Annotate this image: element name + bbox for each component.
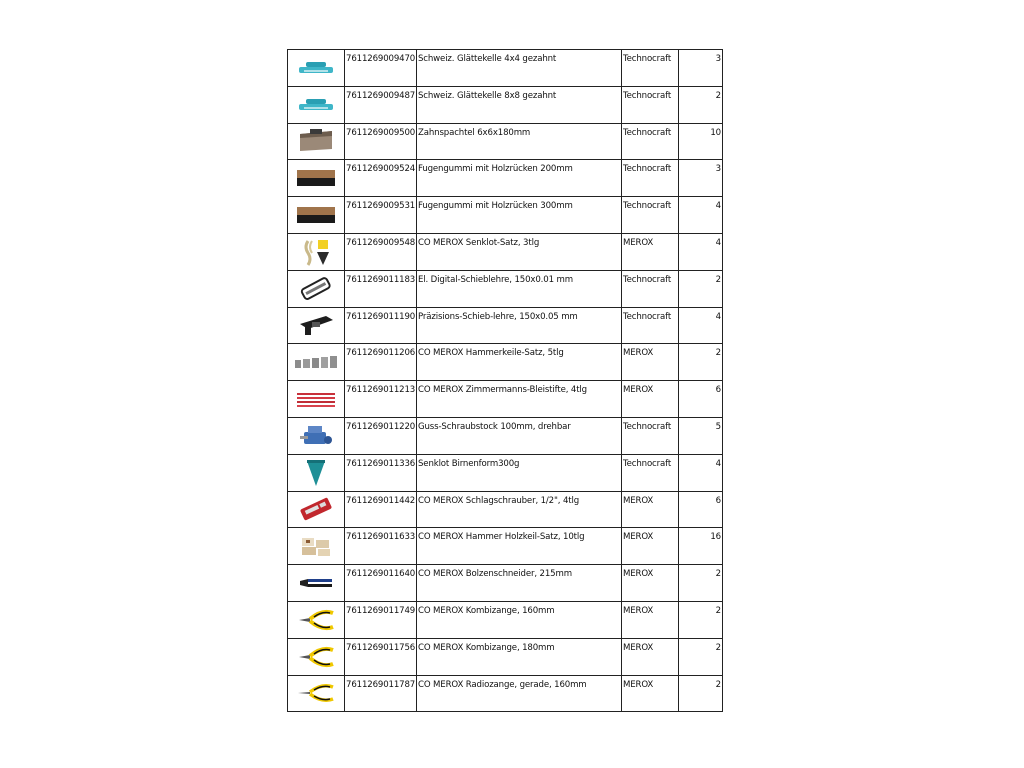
description-cell [417, 123, 622, 160]
table-row [288, 528, 723, 565]
digital-caliper-icon [299, 275, 333, 303]
brand-text: Technocraft [623, 421, 672, 432]
ean-cell [345, 344, 417, 381]
quantity-cell [679, 197, 723, 234]
table-row [288, 197, 723, 234]
ean-cell [345, 50, 417, 87]
ean-text: 7611269009487 [346, 90, 416, 101]
description-text: CO MEROX Kombizange, 160mm [418, 605, 555, 616]
quantity-cell [679, 565, 723, 602]
brand-text: Technocraft [623, 311, 672, 322]
description-text: CO MEROX Hammerkeile-Satz, 5tlg [418, 348, 564, 359]
description-cell [417, 638, 622, 675]
quantity-text: 5 [715, 421, 721, 432]
ean-text: 7611269011640 [346, 569, 416, 580]
brand-cell [622, 86, 679, 123]
description-text: CO MEROX Hammer Holzkeil-Satz, 10tlg [418, 532, 585, 543]
ean-text: 7611269011183 [346, 274, 416, 285]
brand-cell [622, 675, 679, 712]
product-image-cell [288, 601, 345, 638]
brand-cell [622, 197, 679, 234]
quantity-text: 3 [715, 54, 721, 64]
product-image-cell [288, 50, 345, 87]
brand-cell [622, 454, 679, 491]
quantity-cell [679, 344, 723, 381]
product-list-body [288, 50, 723, 712]
description-text: El. Digital-Schieblehre, 150x0.01 mm [418, 274, 573, 285]
quantity-cell [679, 123, 723, 160]
ean-cell [345, 454, 417, 491]
brand-cell [622, 307, 679, 344]
description-text: Schweiz. Glättekelle 8x8 gezahnt [418, 90, 557, 101]
product-image-cell [288, 565, 345, 602]
brand-text: Technocraft [623, 164, 672, 175]
product-image-cell [288, 233, 345, 270]
product-image-cell [288, 197, 345, 234]
quantity-text: 6 [715, 385, 721, 396]
table-row [288, 638, 723, 675]
quantity-text: 4 [715, 458, 721, 469]
ean-cell [345, 675, 417, 712]
ean-text: 7611269011633 [346, 532, 416, 543]
quantity-cell [679, 270, 723, 307]
ean-cell [345, 601, 417, 638]
brand-text: MEROX [623, 237, 654, 248]
quantity-cell [679, 307, 723, 344]
description-text: CO MEROX Bolzenschneider, 215mm [418, 569, 572, 580]
table-row [288, 270, 723, 307]
brand-cell [622, 417, 679, 454]
table-row [288, 160, 723, 197]
quantity-text: 2 [715, 569, 721, 580]
table-row [288, 233, 723, 270]
description-cell [417, 601, 622, 638]
wooden-wedges-icon [298, 534, 334, 558]
brand-cell [622, 233, 679, 270]
notched-spatula-icon [296, 128, 336, 154]
description-text: Präzisions-Schieb-lehre, 150x0.05 mm [418, 311, 578, 322]
ean-cell [345, 160, 417, 197]
quantity-text: 2 [715, 605, 721, 616]
hammer-wedges-icon [294, 354, 338, 370]
ean-cell [345, 491, 417, 528]
brand-cell [622, 491, 679, 528]
quantity-cell [679, 50, 723, 87]
description-cell [417, 307, 622, 344]
ean-text: 7611269011787 [346, 679, 416, 690]
product-image-cell [288, 675, 345, 712]
brand-cell [622, 123, 679, 160]
ean-text: 7611269009531 [346, 201, 416, 212]
description-cell [417, 675, 622, 712]
precision-caliper-icon [296, 312, 336, 338]
brand-text: MEROX [623, 679, 654, 690]
ean-text: 7611269011213 [346, 385, 416, 396]
brand-text: MEROX [623, 495, 654, 506]
description-cell [417, 197, 622, 234]
brand-cell [622, 160, 679, 197]
rubber-float-icon [295, 167, 337, 189]
bench-vise-icon [298, 422, 334, 450]
quantity-cell [679, 417, 723, 454]
product-image-cell [288, 344, 345, 381]
pliers-icon [296, 644, 336, 670]
ean-text: 7611269009470 [346, 54, 416, 64]
quantity-cell [679, 601, 723, 638]
ean-text: 7611269009548 [346, 237, 416, 248]
brand-text: MEROX [623, 348, 654, 359]
ean-cell [345, 123, 417, 160]
description-cell [417, 417, 622, 454]
pear-plumb-bob-icon [302, 458, 330, 488]
description-text: Fugengummi mit Holzrücken 200mm [418, 164, 573, 175]
quantity-text: 4 [715, 311, 721, 322]
table-row [288, 565, 723, 602]
quantity-cell [679, 638, 723, 675]
ean-text: 7611269009524 [346, 164, 416, 175]
description-cell [417, 528, 622, 565]
brand-text: Technocraft [623, 127, 672, 138]
ean-cell [345, 381, 417, 418]
plumb-bob-set-icon [298, 237, 334, 267]
description-text: Schweiz. Glättekelle 4x4 gezahnt [418, 54, 557, 64]
ean-text: 7611269011206 [346, 348, 416, 359]
quantity-cell [679, 86, 723, 123]
description-cell [417, 270, 622, 307]
description-text: Zahnspachtel 6x6x180mm [418, 127, 531, 138]
quantity-cell [679, 491, 723, 528]
brand-text: Technocraft [623, 201, 672, 212]
table-row [288, 344, 723, 381]
quantity-cell [679, 528, 723, 565]
pliers-icon [296, 607, 336, 633]
ean-cell [345, 565, 417, 602]
quantity-text: 4 [715, 237, 721, 248]
brand-text: MEROX [623, 532, 654, 543]
brand-text: MEROX [623, 569, 654, 580]
description-text: Guss-Schraubstock 100mm, drehbar [418, 421, 571, 432]
description-cell [417, 233, 622, 270]
description-text: CO MEROX Senklot-Satz, 3tlg [418, 237, 540, 248]
quantity-text: 2 [715, 274, 721, 285]
table-row [288, 491, 723, 528]
table-row [288, 381, 723, 418]
product-image-cell [288, 491, 345, 528]
brand-text: Technocraft [623, 54, 672, 64]
product-image-cell [288, 307, 345, 344]
product-image-cell [288, 528, 345, 565]
ean-text: 7611269011190 [346, 311, 416, 322]
table-row [288, 123, 723, 160]
ean-text: 7611269011749 [346, 605, 416, 616]
radio-pliers-icon [296, 680, 336, 706]
product-image-cell [288, 638, 345, 675]
brand-text: Technocraft [623, 90, 672, 101]
tile-trowel-icon [296, 58, 336, 78]
quantity-cell [679, 675, 723, 712]
product-image-cell [288, 86, 345, 123]
ean-text: 7611269011442 [346, 495, 416, 506]
quantity-text: 4 [715, 201, 721, 212]
table-row [288, 417, 723, 454]
quantity-text: 2 [715, 642, 721, 653]
description-cell [417, 491, 622, 528]
description-cell [417, 344, 622, 381]
description-text: Senklot Birnenform300g [418, 458, 520, 469]
quantity-text: 2 [715, 348, 721, 359]
ean-cell [345, 233, 417, 270]
brand-cell [622, 381, 679, 418]
brand-cell [622, 528, 679, 565]
bolt-cutter-icon [297, 573, 335, 593]
ean-cell [345, 307, 417, 344]
brand-cell [622, 638, 679, 675]
description-text: CO MEROX Zimmermanns-Bleistifte, 4tlg [418, 385, 587, 396]
ean-text: 7611269009500 [346, 127, 416, 138]
ean-text: 7611269011756 [346, 642, 416, 653]
ean-text: 7611269011336 [346, 458, 416, 469]
description-cell [417, 454, 622, 491]
table-row [288, 307, 723, 344]
rubber-float-icon [295, 204, 337, 226]
ean-cell [345, 86, 417, 123]
product-image-cell [288, 160, 345, 197]
table-row [288, 675, 723, 712]
quantity-cell [679, 233, 723, 270]
ean-cell [345, 197, 417, 234]
description-text: CO MEROX Radiozange, gerade, 160mm [418, 679, 587, 690]
description-cell [417, 381, 622, 418]
description-cell [417, 50, 622, 87]
ean-text: 7611269011220 [346, 421, 416, 432]
quantity-cell [679, 454, 723, 491]
brand-text: MEROX [623, 605, 654, 616]
description-text: CO MEROX Kombizange, 180mm [418, 642, 555, 653]
product-list-table [287, 49, 723, 712]
brand-text: Technocraft [623, 274, 672, 285]
impact-driver-set-icon [298, 496, 334, 522]
product-image-cell [288, 270, 345, 307]
carpenter-pencils-icon [295, 391, 337, 407]
quantity-text: 16 [710, 532, 721, 543]
brand-text: MEROX [623, 642, 654, 653]
quantity-cell [679, 160, 723, 197]
table-row [288, 454, 723, 491]
product-image-cell [288, 454, 345, 491]
table-row [288, 601, 723, 638]
ean-cell [345, 417, 417, 454]
table-row [288, 86, 723, 123]
description-text: CO MEROX Schlagschrauber, 1/2", 4tlg [418, 495, 580, 506]
product-image-cell [288, 123, 345, 160]
quantity-cell [679, 381, 723, 418]
ean-cell [345, 638, 417, 675]
brand-text: MEROX [623, 385, 654, 396]
description-cell [417, 160, 622, 197]
quantity-text: 2 [715, 679, 721, 690]
quantity-text: 6 [715, 495, 721, 506]
quantity-text: 2 [715, 90, 721, 101]
description-cell [417, 86, 622, 123]
quantity-text: 3 [715, 164, 721, 175]
tile-trowel-icon [296, 95, 336, 115]
brand-cell [622, 601, 679, 638]
brand-cell [622, 270, 679, 307]
ean-cell [345, 528, 417, 565]
description-text: Fugengummi mit Holzrücken 300mm [418, 201, 573, 212]
description-cell [417, 565, 622, 602]
product-image-cell [288, 417, 345, 454]
brand-cell [622, 50, 679, 87]
quantity-text: 10 [710, 127, 721, 138]
product-image-cell [288, 381, 345, 418]
brand-text: Technocraft [623, 458, 672, 469]
brand-cell [622, 344, 679, 381]
brand-cell [622, 565, 679, 602]
table-row [288, 50, 723, 87]
ean-cell [345, 270, 417, 307]
